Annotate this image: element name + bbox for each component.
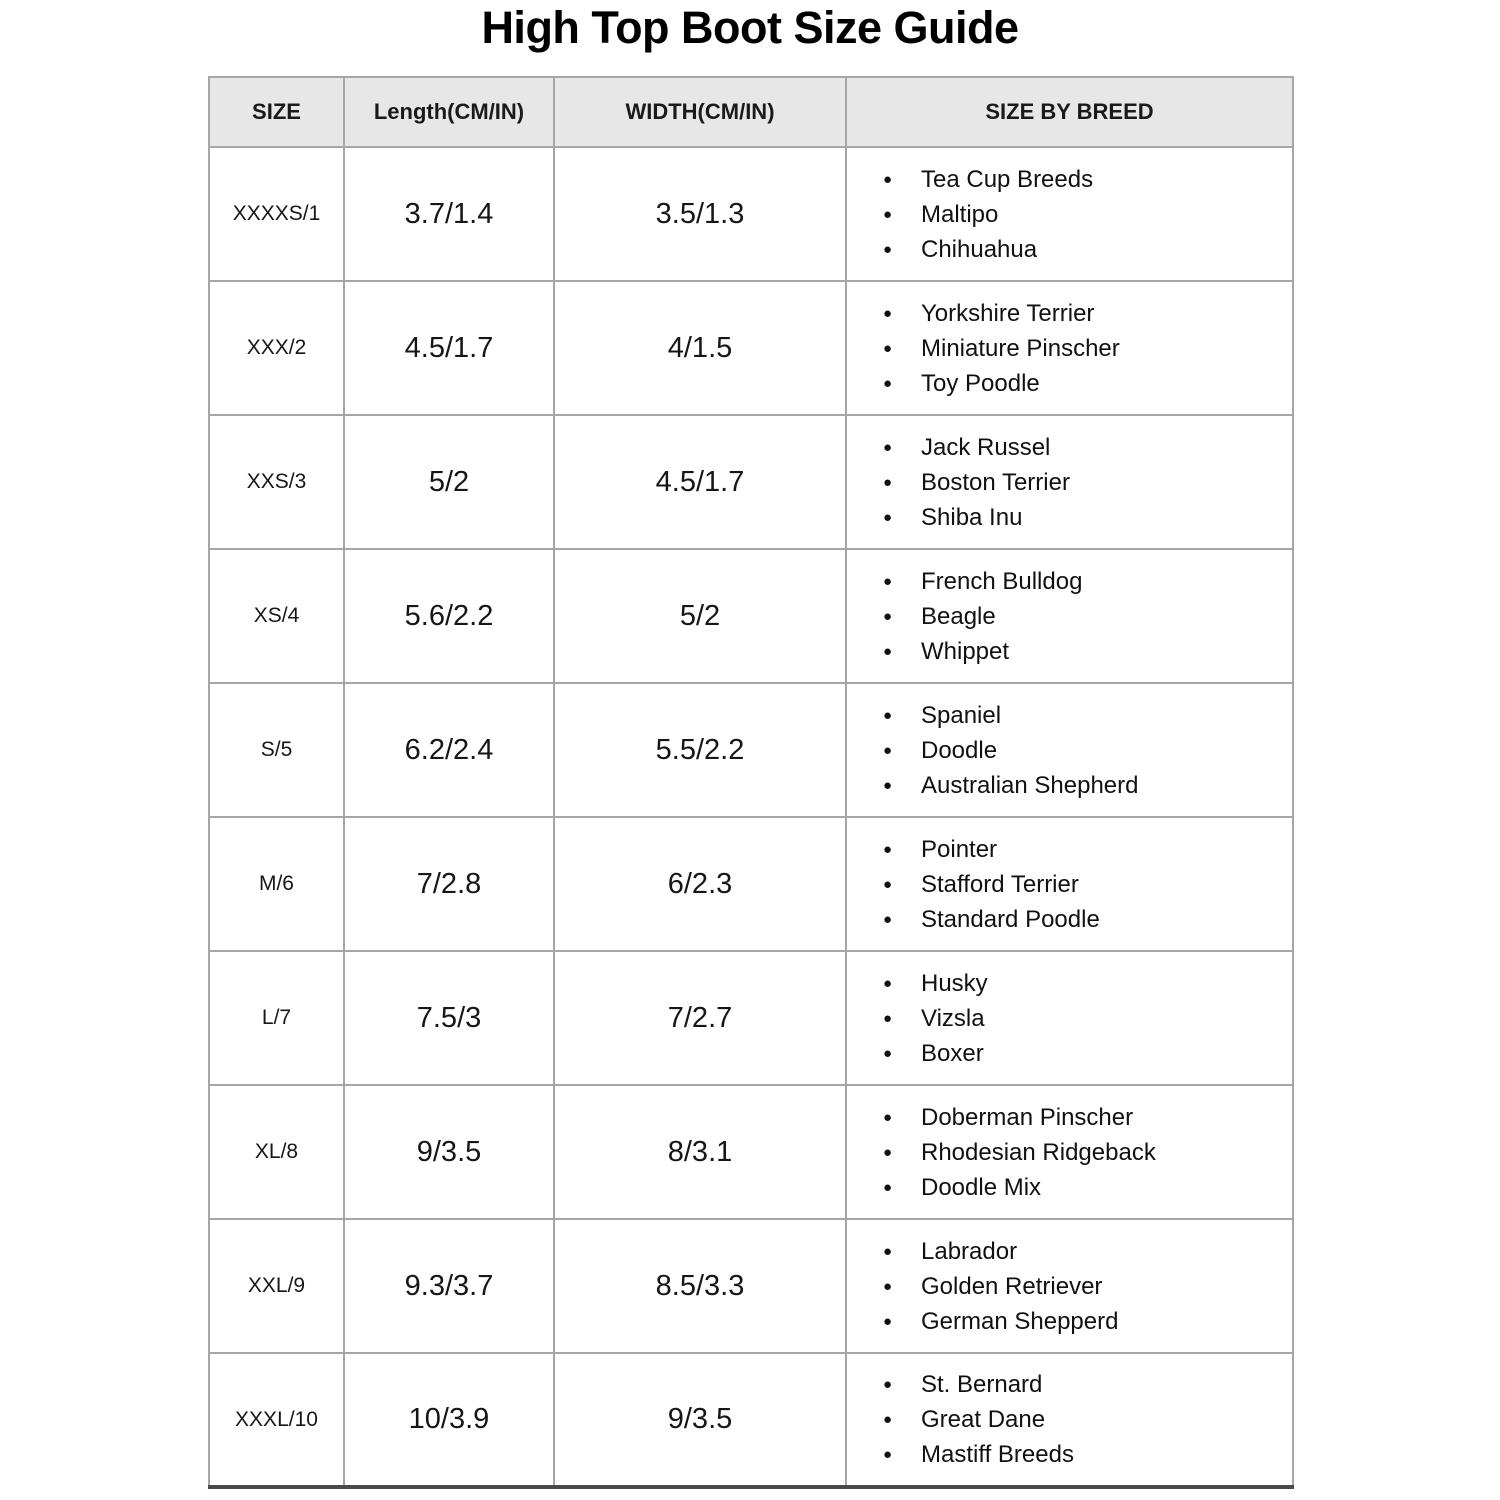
breed-item: ● Toy Poodle	[875, 366, 1282, 401]
breed-list	[875, 564, 1282, 669]
size-guide-container	[208, 76, 1292, 1489]
breed-list	[875, 1367, 1282, 1472]
size-cell: XXS/3	[209, 415, 344, 549]
width-cell: 4/1.5	[554, 281, 846, 415]
length-cell: 6.2/2.4	[344, 683, 554, 817]
size-cell: XS/4	[209, 549, 344, 683]
width-cell: 8.5/3.3	[554, 1219, 846, 1353]
width-cell: 5.5/2.2	[554, 683, 846, 817]
breed-list	[875, 966, 1282, 1071]
width-cell: 6/2.3	[554, 817, 846, 951]
breed-list	[875, 1234, 1282, 1339]
table-row	[209, 1085, 1293, 1219]
header-cell-size: SIZE	[209, 77, 344, 147]
breed-cell	[846, 1219, 1293, 1353]
table-row	[209, 415, 1293, 549]
size-cell: XXXXS/1	[209, 147, 344, 281]
size-cell: XXL/9	[209, 1219, 344, 1353]
breed-item: ● Vizsla	[875, 1001, 1282, 1036]
width-cell: 8/3.1	[554, 1085, 846, 1219]
breed-list	[875, 698, 1282, 803]
breed-item: ● Pointer	[875, 832, 1282, 867]
breed-item: ● St. Bernard	[875, 1367, 1282, 1402]
breed-item: ● Chihuahua	[875, 232, 1282, 267]
breed-cell	[846, 1085, 1293, 1219]
breed-item: ● Husky	[875, 966, 1282, 1001]
breed-item: ● Yorkshire Terrier	[875, 296, 1282, 331]
breed-item: ● Doberman Pinscher	[875, 1100, 1282, 1135]
breed-cell	[846, 147, 1293, 281]
breed-item: ● Tea Cup Breeds	[875, 162, 1282, 197]
size-guide-table	[208, 76, 1294, 1489]
breed-item: ● Jack Russel	[875, 430, 1282, 465]
breed-cell	[846, 415, 1293, 549]
breed-list	[875, 832, 1282, 937]
table-row	[209, 951, 1293, 1085]
width-cell: 9/3.5	[554, 1353, 846, 1487]
breed-list	[875, 296, 1282, 401]
breed-item: ● Doodle	[875, 733, 1282, 768]
header-cell-breed: SIZE BY BREED	[846, 77, 1293, 147]
table-row	[209, 281, 1293, 415]
table-row	[209, 147, 1293, 281]
page-title: High Top Boot Size Guide	[481, 2, 1019, 53]
length-cell: 3.7/1.4	[344, 147, 554, 281]
breed-item: ● Mastiff Breeds	[875, 1437, 1282, 1472]
table-row	[209, 549, 1293, 683]
breed-item: ● Beagle	[875, 599, 1282, 634]
breed-item: ● Boston Terrier	[875, 465, 1282, 500]
table-row	[209, 817, 1293, 951]
width-cell: 4.5/1.7	[554, 415, 846, 549]
breed-item: ● Doodle Mix	[875, 1170, 1282, 1205]
breed-item: ● Spaniel	[875, 698, 1282, 733]
breed-item: ● Standard Poodle	[875, 902, 1282, 937]
breed-item: ● Australian Shepherd	[875, 768, 1282, 803]
breed-item: ● Boxer	[875, 1036, 1282, 1071]
breed-cell	[846, 817, 1293, 951]
size-cell: XXX/2	[209, 281, 344, 415]
header-cell-length: Length(CM/IN)	[344, 77, 554, 147]
breed-item: ● Stafford Terrier	[875, 867, 1282, 902]
length-cell: 5.6/2.2	[344, 549, 554, 683]
length-cell: 9.3/3.7	[344, 1219, 554, 1353]
width-cell: 5/2	[554, 549, 846, 683]
breed-item: ● Labrador	[875, 1234, 1282, 1269]
size-cell: M/6	[209, 817, 344, 951]
length-cell: 10/3.9	[344, 1353, 554, 1487]
breed-cell	[846, 281, 1293, 415]
width-cell: 7/2.7	[554, 951, 846, 1085]
breed-cell	[846, 951, 1293, 1085]
size-cell: L/7	[209, 951, 344, 1085]
length-cell: 5/2	[344, 415, 554, 549]
table-row	[209, 683, 1293, 817]
length-cell: 7/2.8	[344, 817, 554, 951]
breed-item: ● German Shepperd	[875, 1304, 1282, 1339]
length-cell: 9/3.5	[344, 1085, 554, 1219]
breed-item: ● French Bulldog	[875, 564, 1282, 599]
breed-cell	[846, 549, 1293, 683]
breed-item: ● Golden Retriever	[875, 1269, 1282, 1304]
header-cell-width: WIDTH(CM/IN)	[554, 77, 846, 147]
breed-item: ● Rhodesian Ridgeback	[875, 1135, 1282, 1170]
breed-list	[875, 1100, 1282, 1205]
size-cell: S/5	[209, 683, 344, 817]
breed-cell	[846, 1353, 1293, 1487]
table-row	[209, 1219, 1293, 1353]
breed-list	[875, 162, 1282, 267]
length-cell: 4.5/1.7	[344, 281, 554, 415]
breed-cell	[846, 683, 1293, 817]
width-cell: 3.5/1.3	[554, 147, 846, 281]
table-header-row	[209, 77, 1293, 147]
size-cell: XXXL/10	[209, 1353, 344, 1487]
breed-item: ● Maltipo	[875, 197, 1282, 232]
breed-item: ● Whippet	[875, 634, 1282, 669]
breed-item: ● Miniature Pinscher	[875, 331, 1282, 366]
size-cell: XL/8	[209, 1085, 344, 1219]
length-cell: 7.5/3	[344, 951, 554, 1085]
breed-item: ● Shiba Inu	[875, 500, 1282, 535]
breed-item: ● Great Dane	[875, 1402, 1282, 1437]
breed-list	[875, 430, 1282, 535]
table-row	[209, 1353, 1293, 1487]
